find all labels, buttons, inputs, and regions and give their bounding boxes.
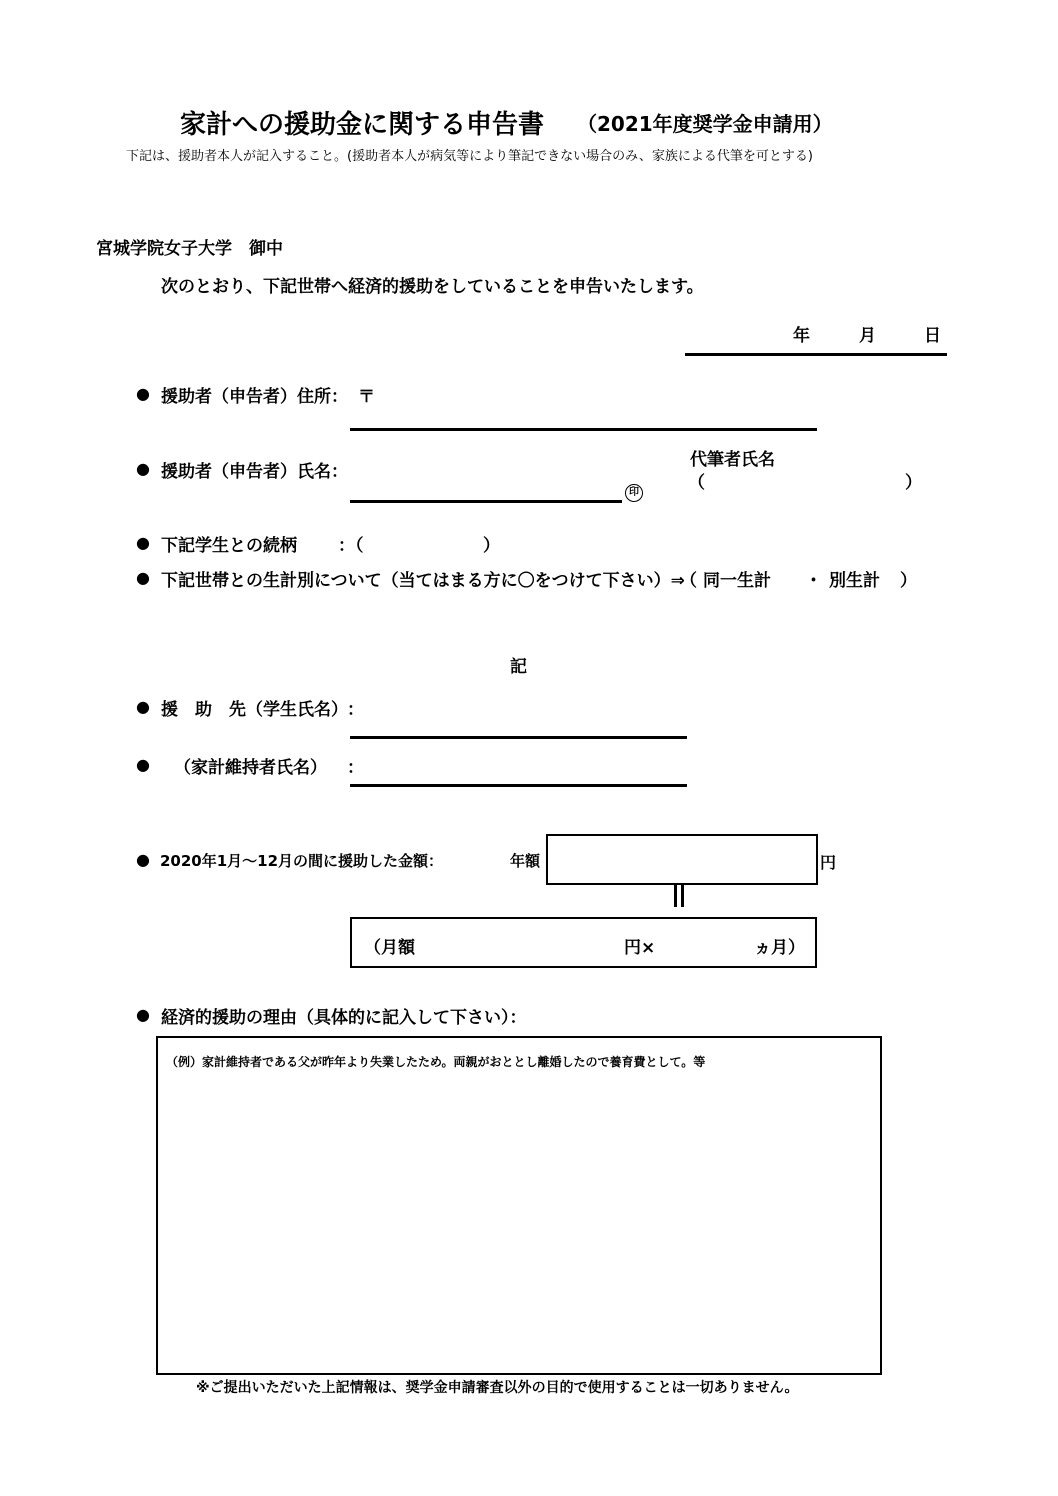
reason-textarea[interactable] — [156, 1036, 882, 1375]
annual-yen-label: 円 — [820, 853, 837, 872]
student-name-field[interactable] — [350, 736, 687, 739]
supporter-name-colon: ： — [347, 758, 364, 778]
name-field[interactable] — [350, 500, 622, 503]
page-subtitle: （2021年度奨学金申請用） — [577, 112, 833, 136]
student-name-label: 援 助 先（学生氏名） — [161, 700, 348, 720]
reason-label: 経済的援助の理由（具体的に記入して下さい）： — [161, 1008, 527, 1028]
proxy-open-paren: （ — [688, 473, 705, 493]
date-day-label: 日 — [924, 326, 941, 346]
address-field[interactable] — [350, 428, 817, 431]
address-label: 援助者（申告者）住所： — [161, 387, 348, 407]
addressee: 宮城学院女子大学 御中 — [96, 239, 283, 259]
bullet-icon: ● — [136, 1005, 150, 1024]
date-underline — [685, 353, 947, 356]
bullet-icon: ● — [136, 697, 150, 716]
monthly-amount-box[interactable] — [350, 917, 817, 968]
option-separator: ・ — [805, 571, 822, 591]
household-question: 下記世帯との生計別について（当てはまる方に〇をつけて下さい）⇒ — [161, 571, 685, 591]
household-close-paren: ） — [900, 571, 917, 591]
equals-bar-right — [681, 884, 684, 907]
supporter-name-field[interactable] — [350, 784, 687, 787]
instruction-text: 下記は、援助者本人が記入すること。(援助者本人が病気等により筆記できない場合のみ、家族による代筆を可とする) — [126, 149, 813, 164]
bullet-icon: ● — [136, 755, 150, 774]
monthly-yen-label: 円× — [624, 938, 656, 958]
name-label: 援助者（申告者）氏名： — [161, 462, 348, 482]
annual-amount-label: 年額 — [510, 852, 541, 870]
months-suffix-label: ヵ月） — [754, 938, 805, 958]
seal-icon: 印 — [625, 484, 643, 502]
page-title: 家計への援助金に関する申告書 — [180, 110, 545, 140]
amount-label: 2020年1月～12月の間に援助した金額： — [160, 852, 444, 870]
monthly-open-label: （月額 — [364, 938, 415, 958]
reason-example: （例）家計維持者である父が昨年より失業したため。両親がおととし離婚したので養育費として。等 — [166, 1055, 706, 1069]
bullet-icon: ● — [136, 459, 150, 478]
bullet-icon: ● — [136, 568, 150, 587]
supporter-name-label: （家計維持者氏名） — [174, 758, 327, 778]
date-year-label: 年 — [793, 326, 810, 346]
postal-mark: 〒 — [358, 387, 375, 407]
section-mark: 記 — [510, 657, 527, 677]
option-separate-household[interactable]: 別生計 — [829, 571, 880, 591]
bullet-icon: ● — [136, 850, 150, 869]
bullet-icon: ● — [136, 384, 150, 403]
household-open-paren: （ — [680, 571, 697, 591]
proxy-name-label: 代筆者氏名 — [690, 450, 775, 470]
date-month-label: 月 — [859, 326, 876, 346]
footer-note: ※ご提出いただいた上記情報は、奨学金申請審査以外の目的で使用することは一切ありません。 — [196, 1380, 799, 1396]
equals-bar-left — [674, 884, 677, 907]
proxy-close-paren: ） — [905, 473, 922, 493]
relation-close-paren: ） — [483, 536, 500, 556]
student-name-colon: ： — [347, 700, 364, 720]
declaration-text: 次のとおり、下記世帯へ経済的援助をしていることを申告いたします。 — [161, 277, 704, 297]
relation-label: 下記学生との続柄 — [161, 536, 297, 556]
option-same-household[interactable]: 同一生計 — [703, 571, 771, 591]
relation-open-paren: ：（ — [338, 536, 364, 556]
bullet-icon: ● — [136, 533, 150, 552]
annual-amount-field[interactable] — [546, 834, 818, 885]
